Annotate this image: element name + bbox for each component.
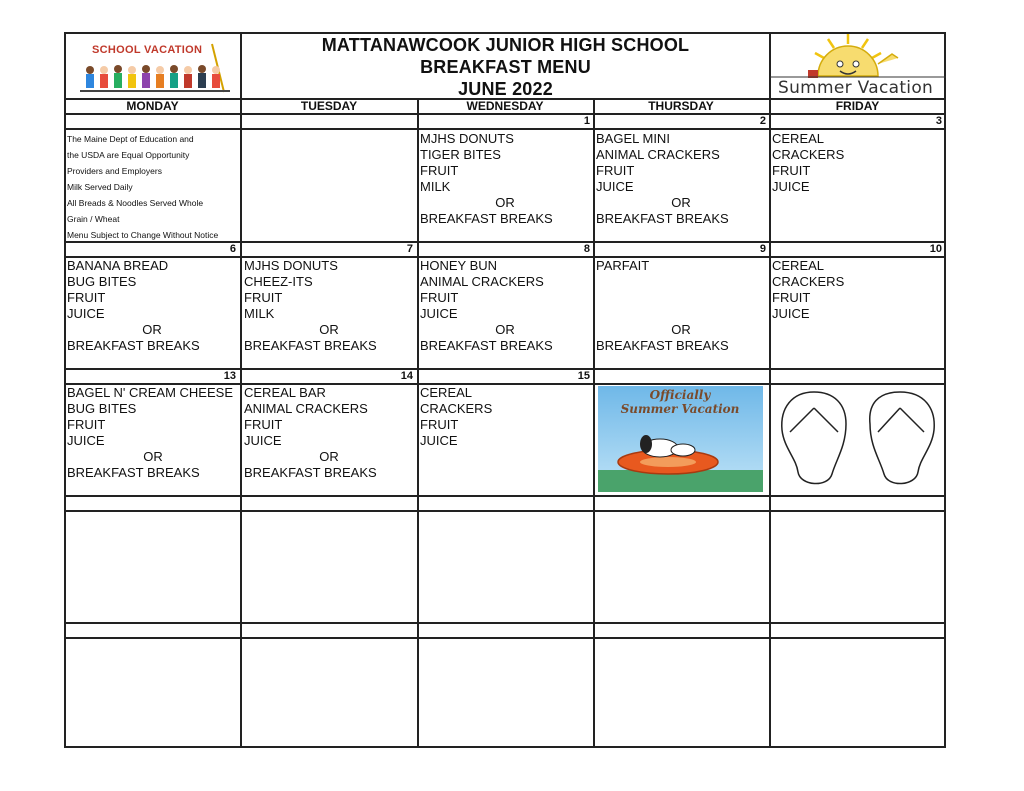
menu-item: FRUIT <box>772 163 811 178</box>
menu-or: OR <box>495 195 515 210</box>
caption-line: Officially <box>649 388 711 402</box>
menu-item: FRUIT <box>596 163 635 178</box>
menu-item: JUICE <box>67 433 105 448</box>
grid-line <box>64 495 946 497</box>
note-line: The Maine Dept of Education and <box>67 134 194 144</box>
menu-item: BREAKFAST BREAKS <box>420 211 553 226</box>
note-line: Menu Subject to Change Without Notice <box>67 230 219 240</box>
note-line: Milk Served Daily <box>67 182 133 192</box>
menu-item: FRUIT <box>772 290 811 305</box>
menu-or: OR <box>671 195 691 210</box>
date-number: 10 <box>929 243 942 255</box>
menu-item: FRUIT <box>67 417 106 432</box>
menu-or: OR <box>671 322 691 337</box>
menu-item: BANANA BREAD <box>67 258 169 273</box>
menu-item: CRACKERS <box>772 274 845 289</box>
menu-item: JUICE <box>67 306 105 321</box>
menu-item: FRUIT <box>420 163 459 178</box>
menu-item: ANIMAL CRACKERS <box>420 274 544 289</box>
day-header-thursday: THURSDAY <box>648 99 714 113</box>
date-number: 8 <box>583 243 590 255</box>
menu-item: JUICE <box>772 179 810 194</box>
grid-line <box>64 622 946 624</box>
menu-item: FRUIT <box>244 417 283 432</box>
menu-cell-jun-10 <box>772 258 942 322</box>
menu-item: BAGEL N' CREAM CHEESE <box>67 385 233 400</box>
menu-item: FRUIT <box>420 290 459 305</box>
snoopy-caption <box>600 388 760 416</box>
menu-title-block <box>241 32 770 98</box>
menu-item: BUG BITES <box>67 274 137 289</box>
menu-item: CRACKERS <box>420 401 493 416</box>
menu-or: OR <box>495 322 515 337</box>
menu-item: FRUIT <box>420 417 459 432</box>
caption-line: Summer Vacation <box>620 402 740 416</box>
grid-line <box>64 113 946 115</box>
menu-cell-jun-3 <box>772 131 942 195</box>
menu-or: OR <box>142 322 162 337</box>
menu-item: JUICE <box>244 433 282 448</box>
day-header-friday: FRIDAY <box>835 99 880 113</box>
menu-cell-jun-6 <box>67 258 237 354</box>
grid-line <box>240 32 242 748</box>
grid-line <box>593 98 595 748</box>
menu-cell-jun-2 <box>596 131 766 227</box>
grid-line <box>64 128 946 130</box>
grid-line <box>64 637 946 639</box>
menu-item: ANIMAL CRACKERS <box>244 401 368 416</box>
menu-item: CEREAL BAR <box>244 385 326 400</box>
menu-title: BREAKFAST MENU <box>420 57 591 77</box>
grid-line <box>769 32 771 748</box>
note-line: the USDA are Equal Opportunity <box>67 150 190 160</box>
menu-item: JUICE <box>420 306 458 321</box>
flip-flops-image <box>774 386 942 492</box>
menu-item: JUICE <box>772 306 810 321</box>
menu-item: BREAKFAST BREAKS <box>244 338 377 353</box>
date-number: 2 <box>759 115 766 127</box>
menu-item: TIGER BITES <box>420 147 501 162</box>
menu-cell-jun-1 <box>420 131 590 227</box>
spacer <box>596 274 766 322</box>
menu-item: JUICE <box>420 433 458 448</box>
flip-flop-icon <box>774 386 942 492</box>
menu-item: ANIMAL CRACKERS <box>596 147 720 162</box>
grid-line <box>64 510 946 512</box>
menu-cell-jun-8 <box>420 258 590 354</box>
menu-item: BAGEL MINI <box>596 131 670 146</box>
menu-item: BREAKFAST BREAKS <box>596 338 729 353</box>
menu-item: CEREAL <box>772 131 825 146</box>
school-name: MATTANAWCOOK JUNIOR HIGH SCHOOL <box>321 35 690 55</box>
menu-item: BREAKFAST BREAKS <box>596 211 729 226</box>
menu-item: BREAKFAST BREAKS <box>67 465 200 480</box>
menu-cell-jun-9 <box>596 258 766 354</box>
menu-item: MJHS DONUTS <box>244 258 338 273</box>
menu-item: MILK <box>420 179 451 194</box>
menu-or: OR <box>143 449 163 464</box>
menu-item: FRUIT <box>244 290 283 305</box>
date-number: 14 <box>400 370 413 382</box>
school-vacation-art <box>64 32 241 98</box>
menu-or: OR <box>319 322 339 337</box>
menu-item: BREAKFAST BREAKS <box>67 338 200 353</box>
menu-item: MILK <box>244 306 275 321</box>
day-header-tuesday: TUESDAY <box>300 99 358 113</box>
menu-item: HONEY BUN <box>420 258 498 273</box>
menu-item: CHEEZ-ITS <box>244 274 313 289</box>
note-line: Providers and Employers <box>67 166 162 176</box>
date-number: 1 <box>583 115 590 127</box>
date-number: 15 <box>577 370 590 382</box>
menu-item: CEREAL <box>420 385 473 400</box>
menu-item: PARFAIT <box>596 258 650 273</box>
menu-month: JUNE 2022 <box>458 79 553 99</box>
menu-cell-jun-7 <box>244 258 414 354</box>
date-number: 3 <box>935 115 942 127</box>
day-header-wednesday: WEDNESDAY <box>466 99 544 113</box>
menu-item: CEREAL <box>772 258 825 273</box>
menu-item: BREAKFAST BREAKS <box>420 338 553 353</box>
menu-cell-jun-14 <box>244 385 414 481</box>
menu-item: FRUIT <box>67 290 106 305</box>
school-vacation-label: SCHOOL VACATION <box>92 44 203 56</box>
menu-cell-jun-13 <box>67 385 239 481</box>
menu-notes <box>67 131 239 243</box>
menu-item: CRACKERS <box>772 147 845 162</box>
day-header-monday: MONDAY <box>126 99 179 113</box>
date-number: 6 <box>229 243 236 255</box>
date-number: 7 <box>406 243 413 255</box>
menu-cell-jun-15 <box>420 385 590 449</box>
note-line: All Breads & Noodles Served Whole <box>67 198 204 208</box>
date-number: 9 <box>759 243 766 255</box>
grid-line <box>417 98 419 748</box>
school-kids-icon <box>64 32 241 98</box>
summer-vacation-label: Summer Vacation <box>778 78 934 98</box>
menu-item: BREAKFAST BREAKS <box>244 465 377 480</box>
menu-item: BUG BITES <box>67 401 137 416</box>
date-number: 13 <box>223 370 236 382</box>
menu-item: MJHS DONUTS <box>420 131 514 146</box>
menu-or: OR <box>319 449 339 464</box>
note-line: Grain / Wheat <box>67 214 120 224</box>
menu-item: JUICE <box>596 179 634 194</box>
